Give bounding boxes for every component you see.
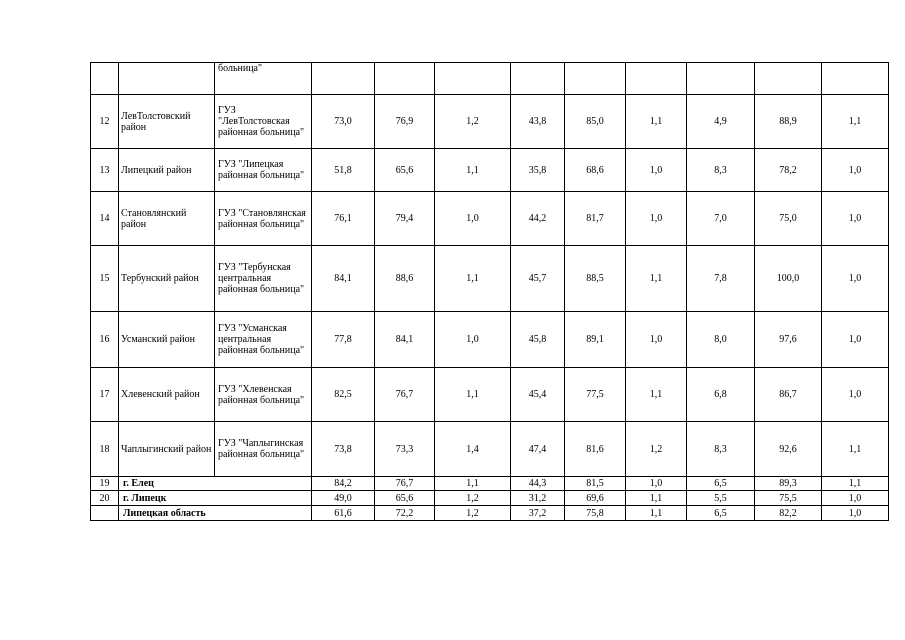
value-cell — [626, 63, 687, 95]
value-cell: 35,8 — [511, 149, 565, 192]
value-cell: 88,5 — [565, 246, 626, 312]
row-number: 20 — [91, 491, 119, 506]
value-cell: 1,1 — [626, 491, 687, 506]
value-cell: 84,1 — [312, 246, 375, 312]
value-cell: 1,1 — [435, 368, 511, 422]
value-cell: 77,5 — [565, 368, 626, 422]
table-row — [91, 95, 889, 149]
table-row — [91, 246, 889, 312]
value-cell: 8,0 — [687, 312, 755, 368]
value-cell: 88,9 — [755, 95, 822, 149]
value-cell: 8,3 — [687, 422, 755, 477]
value-cell: 4,9 — [687, 95, 755, 149]
value-cell: 1,0 — [626, 312, 687, 368]
value-cell: 1,0 — [822, 246, 889, 312]
value-cell: 77,8 — [312, 312, 375, 368]
value-cell: 49,0 — [312, 491, 375, 506]
value-cell: 85,0 — [565, 95, 626, 149]
value-cell: 89,1 — [565, 312, 626, 368]
value-cell: 6,5 — [687, 506, 755, 521]
value-cell: 84,1 — [375, 312, 435, 368]
row-number: 14 — [91, 192, 119, 246]
value-cell: 75,5 — [755, 491, 822, 506]
value-cell: 1,0 — [822, 149, 889, 192]
table-body — [91, 63, 889, 521]
value-cell: 1,1 — [626, 506, 687, 521]
value-cell — [565, 63, 626, 95]
summary-name: г. Елец — [119, 477, 312, 491]
value-cell: 76,9 — [375, 95, 435, 149]
value-cell: 73,3 — [375, 422, 435, 477]
row-number: 18 — [91, 422, 119, 477]
value-cell: 82,5 — [312, 368, 375, 422]
table-row — [91, 422, 889, 477]
value-cell: 1,1 — [626, 246, 687, 312]
value-cell: 1,1 — [822, 422, 889, 477]
value-cell: 100,0 — [755, 246, 822, 312]
value-cell: 1,2 — [435, 506, 511, 521]
value-cell: 1,2 — [435, 95, 511, 149]
value-cell: 82,2 — [755, 506, 822, 521]
row-number: 13 — [91, 149, 119, 192]
value-cell: 81,5 — [565, 477, 626, 491]
value-cell — [375, 63, 435, 95]
value-cell: 1,1 — [822, 477, 889, 491]
value-cell: 65,6 — [375, 491, 435, 506]
value-cell — [822, 63, 889, 95]
institution-name: ГУЗ "Тербунская центральная районная больница" — [215, 246, 312, 312]
value-cell: 88,6 — [375, 246, 435, 312]
value-cell: 7,8 — [687, 246, 755, 312]
value-cell: 31,2 — [511, 491, 565, 506]
row-number: 19 — [91, 477, 119, 491]
value-cell: 86,7 — [755, 368, 822, 422]
value-cell: 1,0 — [822, 491, 889, 506]
value-cell: 76,7 — [375, 368, 435, 422]
table-row-continuation — [91, 63, 889, 95]
value-cell: 92,6 — [755, 422, 822, 477]
value-cell: 1,1 — [435, 477, 511, 491]
value-cell: 5,5 — [687, 491, 755, 506]
value-cell: 44,2 — [511, 192, 565, 246]
row-number: 16 — [91, 312, 119, 368]
value-cell: 1,0 — [626, 149, 687, 192]
value-cell — [511, 63, 565, 95]
table-row — [91, 192, 889, 246]
row-number: 12 — [91, 95, 119, 149]
institution-name: больница" — [215, 63, 312, 95]
value-cell: 1,2 — [435, 491, 511, 506]
value-cell: 72,2 — [375, 506, 435, 521]
value-cell: 1,1 — [626, 95, 687, 149]
row-number: 15 — [91, 246, 119, 312]
row-number: 17 — [91, 368, 119, 422]
institution-name: ГУЗ "Становлянская районная больница" — [215, 192, 312, 246]
statistics-table — [90, 62, 889, 521]
table-row — [91, 368, 889, 422]
value-cell: 81,7 — [565, 192, 626, 246]
summary-row — [91, 506, 889, 521]
value-cell: 8,3 — [687, 149, 755, 192]
district-name — [119, 63, 215, 95]
district-name: ЛевТолстовский район — [119, 95, 215, 149]
district-name: Чаплыгинский район — [119, 422, 215, 477]
value-cell: 1,0 — [822, 192, 889, 246]
value-cell: 61,6 — [312, 506, 375, 521]
value-cell: 76,1 — [312, 192, 375, 246]
district-name: Становлянский район — [119, 192, 215, 246]
summary-row — [91, 491, 889, 506]
value-cell: 75,8 — [565, 506, 626, 521]
value-cell: 1,0 — [626, 192, 687, 246]
value-cell: 1,0 — [435, 312, 511, 368]
institution-name: ГУЗ "Липецкая районная больница" — [215, 149, 312, 192]
institution-name: ГУЗ "Усманская центральная районная больница" — [215, 312, 312, 368]
district-name: Усманский район — [119, 312, 215, 368]
value-cell: 51,8 — [312, 149, 375, 192]
value-cell: 97,6 — [755, 312, 822, 368]
value-cell: 73,8 — [312, 422, 375, 477]
value-cell: 45,7 — [511, 246, 565, 312]
value-cell: 1,4 — [435, 422, 511, 477]
district-name: Липецкий район — [119, 149, 215, 192]
value-cell — [687, 63, 755, 95]
value-cell: 75,0 — [755, 192, 822, 246]
row-number — [91, 63, 119, 95]
value-cell: 1,0 — [822, 368, 889, 422]
value-cell: 6,8 — [687, 368, 755, 422]
value-cell: 1,1 — [435, 246, 511, 312]
value-cell: 7,0 — [687, 192, 755, 246]
value-cell: 43,8 — [511, 95, 565, 149]
value-cell: 78,2 — [755, 149, 822, 192]
value-cell: 1,0 — [822, 506, 889, 521]
value-cell: 45,4 — [511, 368, 565, 422]
institution-name: ГУЗ "Хлевенская районная больница" — [215, 368, 312, 422]
row-number — [91, 506, 119, 521]
value-cell: 37,2 — [511, 506, 565, 521]
summary-name: Липецкая область — [119, 506, 312, 521]
value-cell: 84,2 — [312, 477, 375, 491]
value-cell: 1,0 — [822, 312, 889, 368]
value-cell: 79,4 — [375, 192, 435, 246]
value-cell: 89,3 — [755, 477, 822, 491]
value-cell: 47,4 — [511, 422, 565, 477]
value-cell: 69,6 — [565, 491, 626, 506]
value-cell: 1,0 — [435, 192, 511, 246]
district-name: Хлевенский район — [119, 368, 215, 422]
value-cell — [312, 63, 375, 95]
summary-name: г. Липецк — [119, 491, 312, 506]
value-cell — [755, 63, 822, 95]
table-row — [91, 312, 889, 368]
table-row — [91, 149, 889, 192]
district-name: Тербунский район — [119, 246, 215, 312]
value-cell: 1,0 — [626, 477, 687, 491]
institution-name: ГУЗ "ЛевТолстовская районная больница" — [215, 95, 312, 149]
value-cell — [435, 63, 511, 95]
value-cell: 65,6 — [375, 149, 435, 192]
value-cell: 45,8 — [511, 312, 565, 368]
value-cell: 1,1 — [435, 149, 511, 192]
value-cell: 44,3 — [511, 477, 565, 491]
value-cell: 6,5 — [687, 477, 755, 491]
value-cell: 81,6 — [565, 422, 626, 477]
value-cell: 73,0 — [312, 95, 375, 149]
value-cell: 76,7 — [375, 477, 435, 491]
value-cell: 1,1 — [626, 368, 687, 422]
summary-row — [91, 477, 889, 491]
value-cell: 1,2 — [626, 422, 687, 477]
value-cell: 1,1 — [822, 95, 889, 149]
value-cell: 68,6 — [565, 149, 626, 192]
institution-name: ГУЗ "Чаплыгинская районная больница" — [215, 422, 312, 477]
